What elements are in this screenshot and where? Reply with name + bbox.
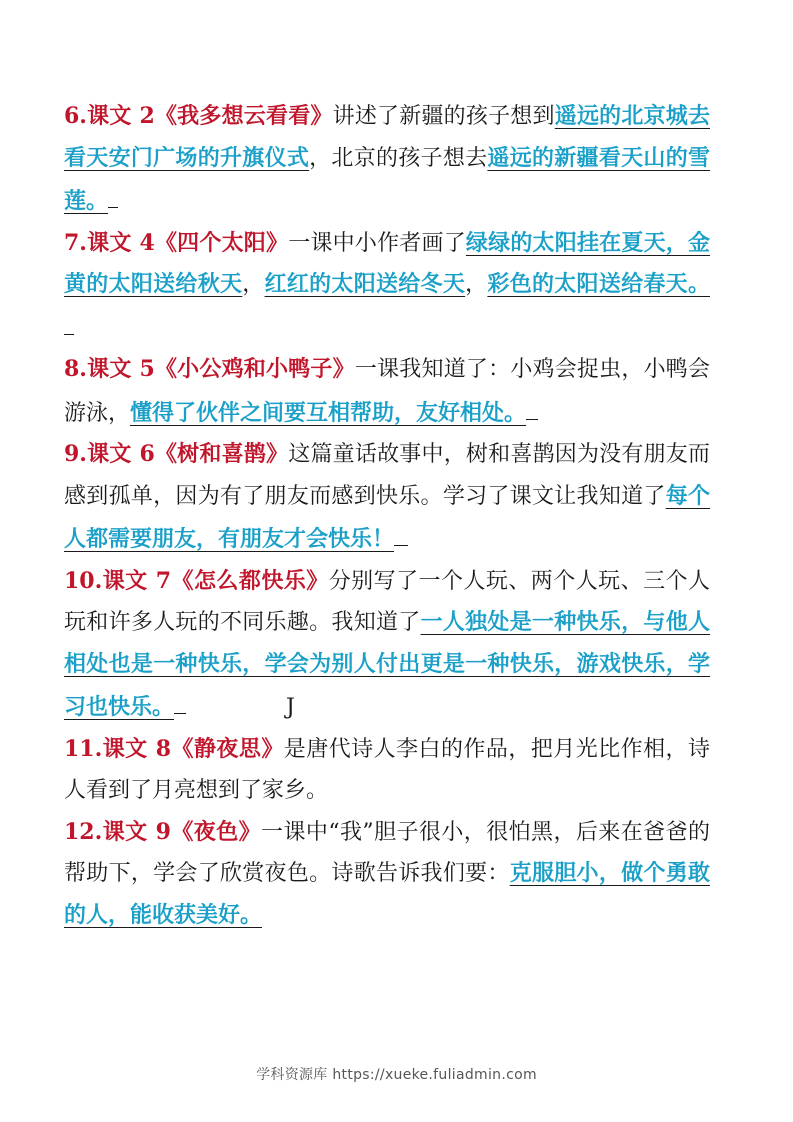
item-10 <box>64 561 710 729</box>
item-heading: 10.课文 7《怎么都快乐》 <box>64 567 329 594</box>
item-11 <box>64 729 710 812</box>
item-text: 一课中“我”胆子很小，很怕黑，后来在爸爸的帮助下，学会了欣赏夜色。诗歌告诉我们要： <box>64 819 710 886</box>
item-heading: 12.课文 9《夜色》 <box>64 818 262 845</box>
item-8 <box>64 349 710 434</box>
item-12 <box>64 812 710 937</box>
item-text: ， <box>465 272 488 297</box>
item-6 <box>64 96 710 223</box>
answer-blank <box>174 685 186 714</box>
answer-blank <box>526 391 538 420</box>
answer-blank <box>108 179 118 208</box>
document-body <box>64 96 710 936</box>
item-text: 讲述了新疆的孩子想到 <box>332 104 555 129</box>
answer-text: 彩色的太阳送给春天。 <box>487 271 710 297</box>
answer-blank <box>64 306 74 335</box>
item-heading: 7.课文 4《四个太阳》 <box>64 229 289 256</box>
item-text: 分别写了一个人玩、两个人玩、三个人玩和许多人玩的不同乐趣。我知道了 <box>64 568 710 635</box>
answer-text: 红红的太阳送给冬天 <box>264 271 466 297</box>
item-heading: 9.课文 6《树和喜鹊》 <box>64 441 289 467</box>
item-text: 这篇童话故事中，树和喜鹊因为没有朋友而感到孤单，因为有了朋友而感到快乐。学习了课文让我知道了 <box>64 442 710 509</box>
item-heading: 11.课文 8《静夜思》 <box>64 735 284 762</box>
answer-text: 遥远的北京城去看天安门广场的升旗仪式 <box>64 103 710 171</box>
stray-mark: J <box>286 695 295 720</box>
page-footer: 学科资源库 https://xueke.fuliadmin.com <box>256 1067 537 1083</box>
item-9 <box>64 434 710 561</box>
item-text: 是唐代诗人李白的作品，把月光比作相，诗人看到了月亮想到了家乡。 <box>64 736 710 803</box>
item-7 <box>64 223 710 350</box>
item-text: 一课中小作者画了 <box>288 230 466 256</box>
answer-text: 每个人都需要朋友，有朋友才会快乐！ <box>64 482 710 552</box>
item-heading: 6.课文 2《我多想云看看》 <box>64 103 333 129</box>
answer-text: 一人独处是一种快乐，与他人相处也是一种快乐，学会为别人付出更是一种快乐，游戏快乐，学习也快乐。 <box>64 609 710 720</box>
answer-text: 绿绿的太阳挂在夏天，金黄的太阳送给秋天 <box>64 229 710 297</box>
answer-blank <box>394 517 408 546</box>
answer-text: 懂得了伙伴之间要互相帮助，友好相处。 <box>130 399 527 426</box>
item-text: 一课我知道了：小鸡会捉虫，小鸭会游泳， <box>64 357 710 426</box>
answer-text: 遥远的新疆看天山的雪莲。 <box>64 144 710 214</box>
item-text: ， <box>242 272 265 297</box>
answer-text: 克服胆小，做个勇敢的人，能收获美好。 <box>64 860 710 928</box>
item-heading: 8.课文 5《小公鸡和小鸭子》 <box>64 356 355 382</box>
item-text: ，北京的孩子想去 <box>309 145 488 171</box>
